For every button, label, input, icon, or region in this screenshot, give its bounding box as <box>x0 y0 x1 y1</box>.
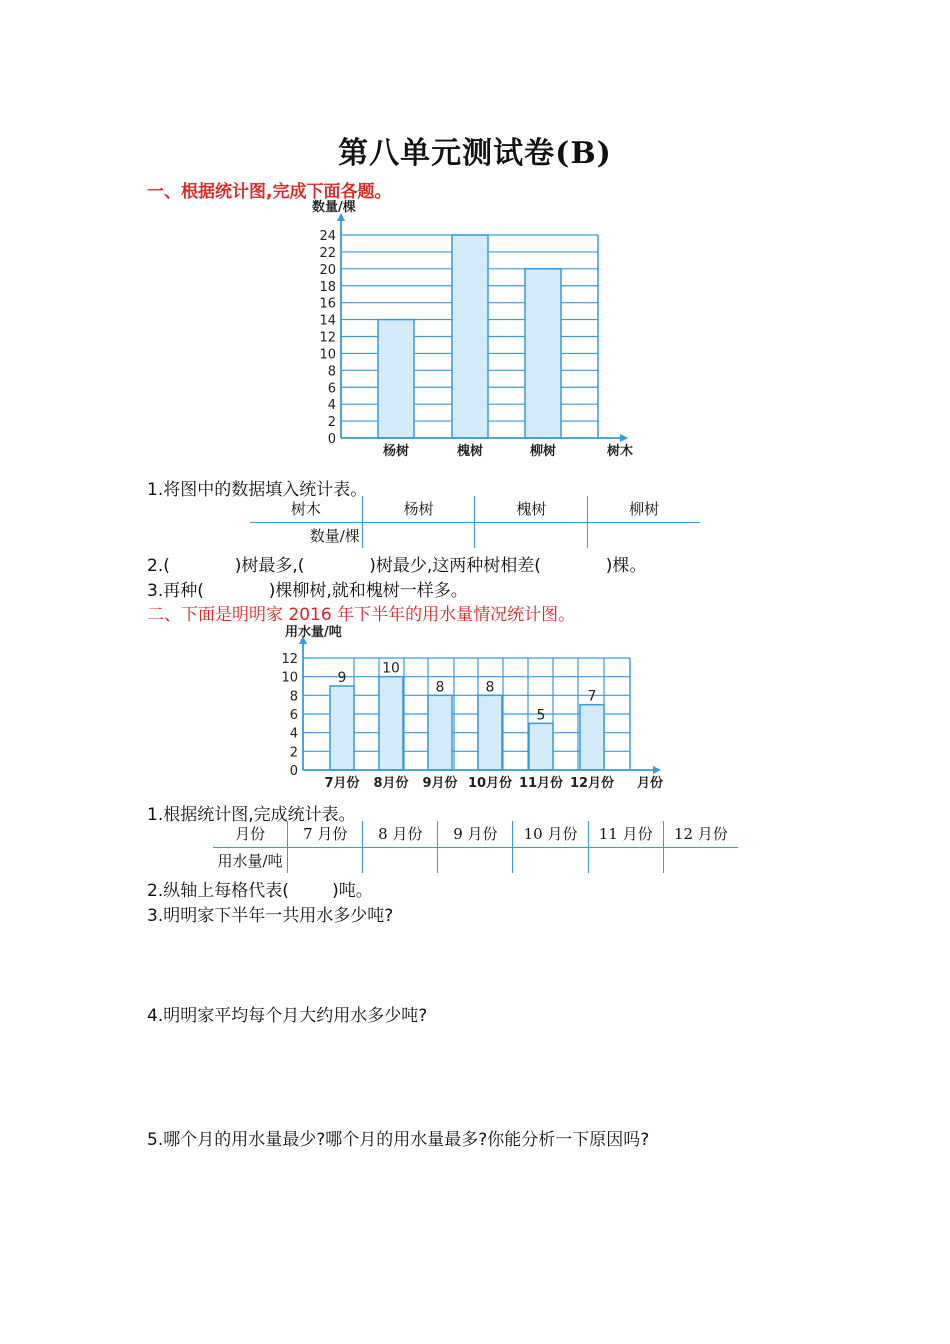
bar <box>428 695 452 770</box>
y-tick-label: 4 <box>327 398 336 414</box>
water-table-cell[interactable] <box>588 847 663 873</box>
water-table-header: 9 月份 <box>438 821 513 847</box>
bar-data-label: 5 <box>536 707 546 724</box>
y-tick-label: 16 <box>319 296 336 312</box>
y-axis-title: 用水量/吨 <box>285 625 342 640</box>
bar-data-label: 8 <box>485 679 495 696</box>
y-tick-label: 0 <box>289 764 298 779</box>
section2-heading: 二、下面是明明家 2016 年下半年的用水量情况统计图。 <box>147 605 576 625</box>
bar <box>379 677 403 770</box>
s2-question-3: 3.明明家下半年一共用水多少吨? <box>147 906 394 926</box>
tree-table-header: 槐树 <box>475 496 588 522</box>
bar-data-label: 9 <box>337 670 347 686</box>
water-table-header: 月份 <box>213 821 288 847</box>
section1-heading: 一、根据统计图,完成下面各题。 <box>147 182 392 202</box>
bar <box>580 705 604 770</box>
x-tick-label: 9月份 <box>422 776 458 791</box>
x-tick-label: 杨树 <box>382 444 410 459</box>
bar <box>478 695 502 770</box>
y-tick-label: 10 <box>281 670 298 686</box>
tree-table-cell[interactable] <box>362 522 475 548</box>
water-table-cell[interactable] <box>513 847 588 873</box>
water-table-cell[interactable] <box>363 847 438 873</box>
y-tick-label: 10 <box>319 347 336 363</box>
water-table-header: 12 月份 <box>663 821 738 847</box>
water-table-header: 8 月份 <box>363 821 438 847</box>
bar <box>378 320 414 438</box>
x-axis-arrow <box>620 434 628 442</box>
s2-question-1: 1.根据统计图,完成统计表。 <box>147 805 356 825</box>
bar <box>525 269 561 438</box>
y-tick-label: 8 <box>327 364 336 380</box>
y-tick-label: 2 <box>289 745 298 761</box>
x-tick-label: 7月份 <box>324 776 360 791</box>
x-tick-label: 10月份 <box>467 776 513 791</box>
y-tick-label: 18 <box>319 279 336 295</box>
water-table-header: 11 月份 <box>588 821 663 847</box>
tree-table-row-label: 数量/棵 <box>309 526 360 545</box>
x-tick-label: 12月份 <box>569 776 615 791</box>
y-tick-label: 6 <box>289 708 298 723</box>
y-tick-label: 20 <box>319 262 336 278</box>
y-tick-label: 24 <box>319 229 336 244</box>
water-table-row-label: 用水量/吨 <box>217 851 283 870</box>
x-tick-label: 槐树 <box>456 444 484 459</box>
bar <box>452 235 488 438</box>
x-tick-label: 11月份 <box>518 776 564 791</box>
x-tick-label: 柳树 <box>529 444 557 459</box>
page-title: 第八单元测试卷(B) <box>338 136 612 171</box>
water-table-cell[interactable] <box>288 847 363 873</box>
s2-question-5: 5.哪个月的用水量最少?哪个月的用水量最多?你能分析一下原因吗? <box>147 1130 650 1150</box>
y-tick-label: 12 <box>281 652 298 667</box>
water-table-header: 7 月份 <box>288 821 363 847</box>
s1-question-3: 3.再种( )棵柳树,就和槐树一样多。 <box>147 581 468 601</box>
tree-stat-table <box>250 496 700 548</box>
tree-table-header: 树木 <box>250 496 362 522</box>
x-axis-arrow <box>653 766 661 774</box>
s1-question-2: 2.( )树最多,( )树最少,这两种树相差( )棵。 <box>147 556 647 576</box>
y-tick-label: 12 <box>319 330 336 346</box>
y-tick-label: 4 <box>289 726 298 742</box>
bar-data-label: 8 <box>435 679 445 696</box>
water-table-header: 10 月份 <box>513 821 588 847</box>
s2-question-4: 4.明明家平均每个月大约用水多少吨? <box>147 1006 428 1026</box>
s1-question-1: 1.将图中的数据填入统计表。 <box>147 480 368 500</box>
bar-data-label: 10 <box>382 660 400 677</box>
y-tick-label: 6 <box>327 381 336 397</box>
bar <box>529 723 553 770</box>
water-table-cell[interactable] <box>438 847 513 873</box>
y-axis-title: 数量/棵 <box>312 200 356 215</box>
water-stat-table <box>213 821 738 873</box>
y-tick-label: 8 <box>289 689 298 705</box>
water-table-cell[interactable] <box>663 847 738 873</box>
bar <box>330 686 354 770</box>
y-tick-label: 14 <box>319 313 336 329</box>
x-axis-title: 月份 <box>636 776 664 791</box>
water-bar-chart <box>270 620 680 795</box>
s2-question-2: 2.纵轴上每格代表( )吨。 <box>147 881 373 901</box>
x-axis-title: 树木 <box>606 444 634 459</box>
x-tick-label: 8月份 <box>373 776 409 791</box>
y-tick-label: 22 <box>319 245 336 261</box>
bar-data-label: 7 <box>587 688 597 705</box>
tree-bar-chart <box>300 195 650 465</box>
tree-table-cell[interactable] <box>475 522 588 548</box>
y-tick-label: 0 <box>327 432 336 447</box>
tree-table-header: 杨树 <box>362 496 475 522</box>
y-tick-label: 2 <box>327 415 336 431</box>
tree-table-cell[interactable] <box>588 522 700 548</box>
tree-table-header: 柳树 <box>588 496 700 522</box>
